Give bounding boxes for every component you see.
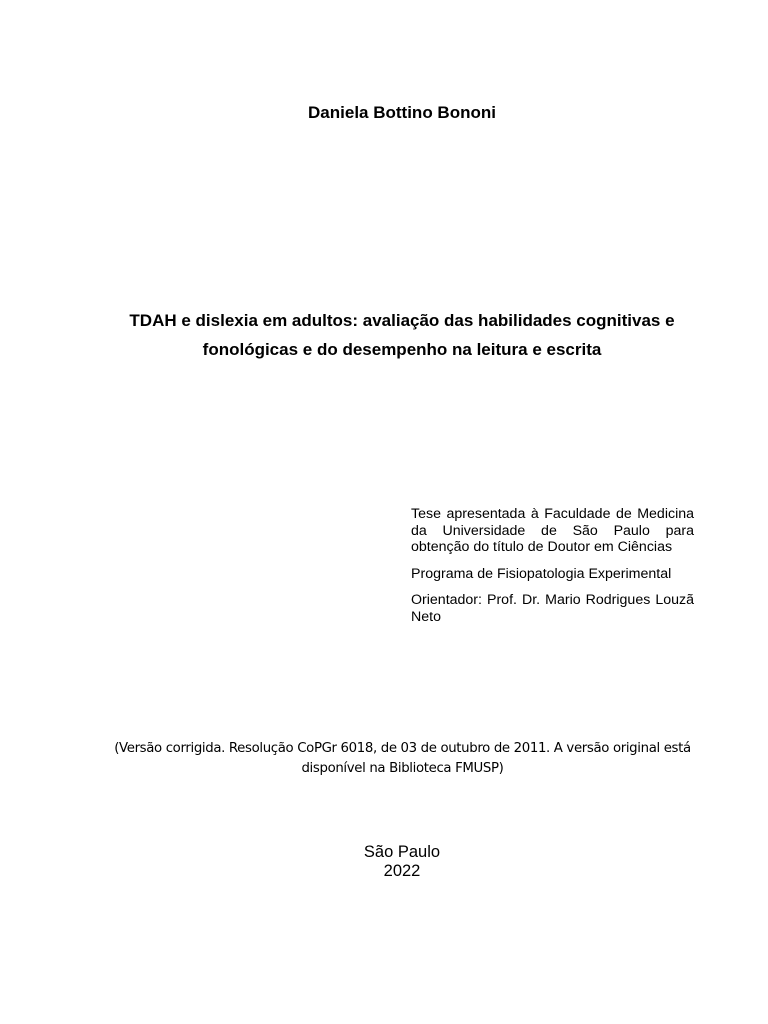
place-and-date <box>0 843 768 881</box>
year: 2022 <box>383 862 421 880</box>
program-name: Programa de Fisiopatologia Experimental <box>411 565 672 582</box>
thesis-title-line-2: fonológicas e do desempenho na leitura e escrita <box>202 340 602 359</box>
author-name: Daniela Bottino Bononi <box>308 103 496 122</box>
version-note <box>80 739 725 779</box>
advisor-name: Orientador: Prof. Dr. Mario Rodrigues Louzã Neto <box>411 592 694 625</box>
thesis-title-line-1: TDAH e dislexia em adultos: avaliação das habilidades cognitivas e <box>129 311 675 330</box>
thesis-statement: Tese apresentada à Faculdade de Medicina da Universidade de São Paulo para obtenção do título de Doutor em Ciências <box>411 506 694 555</box>
thesis-title <box>100 306 704 364</box>
version-note-line-2: disponível na Biblioteca FMUSP) <box>301 761 504 776</box>
version-note-line-1: (Versão corrigida. Resolução CoPGr 6018, de 03 de outubro de 2011. A versão original está <box>114 741 691 756</box>
presentation-block <box>411 506 694 635</box>
city: São Paulo <box>363 843 441 861</box>
